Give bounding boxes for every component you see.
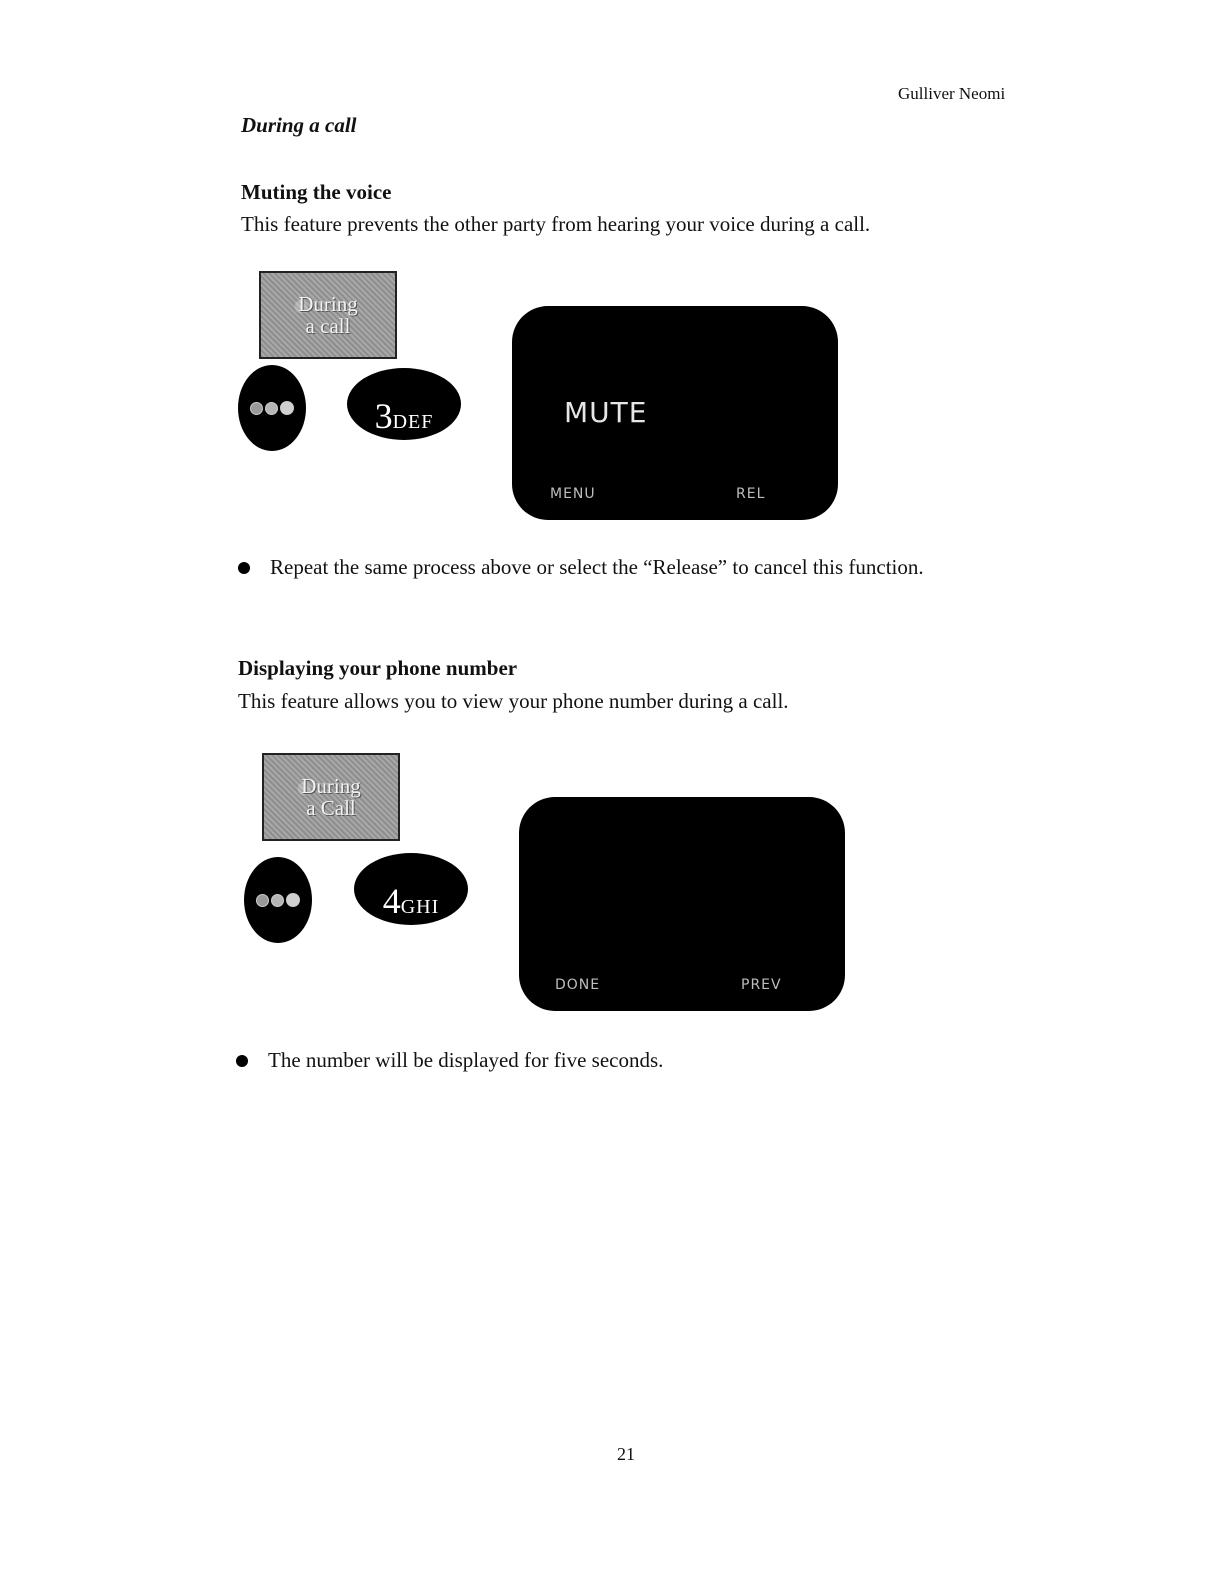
display-bullet-text: The number will be displayed for five seconds. [268, 1048, 664, 1072]
softkey-release: REL [736, 486, 766, 502]
during-call-button[interactable] [259, 271, 397, 359]
bullet-icon [238, 562, 250, 574]
softkey-menu: MENU [550, 486, 596, 502]
display-description: This feature allows you to view your phone number during a call. [238, 689, 789, 713]
during-label-line2: a call [305, 314, 351, 338]
key-letters: GHI [400, 896, 440, 918]
during-label-line1: During [301, 774, 361, 798]
menu-dots-button-2[interactable] [244, 857, 312, 943]
section-title: During a call [241, 113, 357, 137]
display-heading: Displaying your phone number [238, 656, 518, 680]
page-number: 21 [617, 1444, 635, 1464]
softkey-done: DONE [555, 977, 601, 993]
screen-mute-text: MUTE [564, 396, 648, 429]
key-letters: DEF [392, 411, 434, 433]
mute-bullet [238, 555, 924, 580]
mute-description: This feature prevents the other party from hearing your voice during a call. [241, 212, 871, 236]
dots-icon [250, 401, 294, 415]
mute-heading: Muting the voice [241, 180, 392, 204]
dots-icon [256, 893, 300, 907]
display-bullet [236, 1048, 663, 1073]
key-3-button[interactable] [347, 368, 461, 440]
key-digit: 3 [374, 396, 393, 436]
phone-screen-number [519, 797, 845, 1011]
bullet-icon [236, 1055, 248, 1067]
during-label-line1: During [298, 292, 358, 316]
key-digit: 4 [382, 881, 401, 921]
mute-bullet-text: Repeat the same process above or select the “Release” to cancel this function. [270, 555, 924, 579]
header-text: Gulliver Neomi [898, 84, 1006, 103]
during-call-button-2[interactable] [262, 753, 400, 841]
key-4-button[interactable] [354, 853, 468, 925]
during-label-line2: a Call [306, 796, 356, 820]
softkey-prev: PREV [741, 977, 782, 993]
menu-dots-button[interactable] [238, 365, 306, 451]
phone-screen-mute [512, 306, 838, 520]
